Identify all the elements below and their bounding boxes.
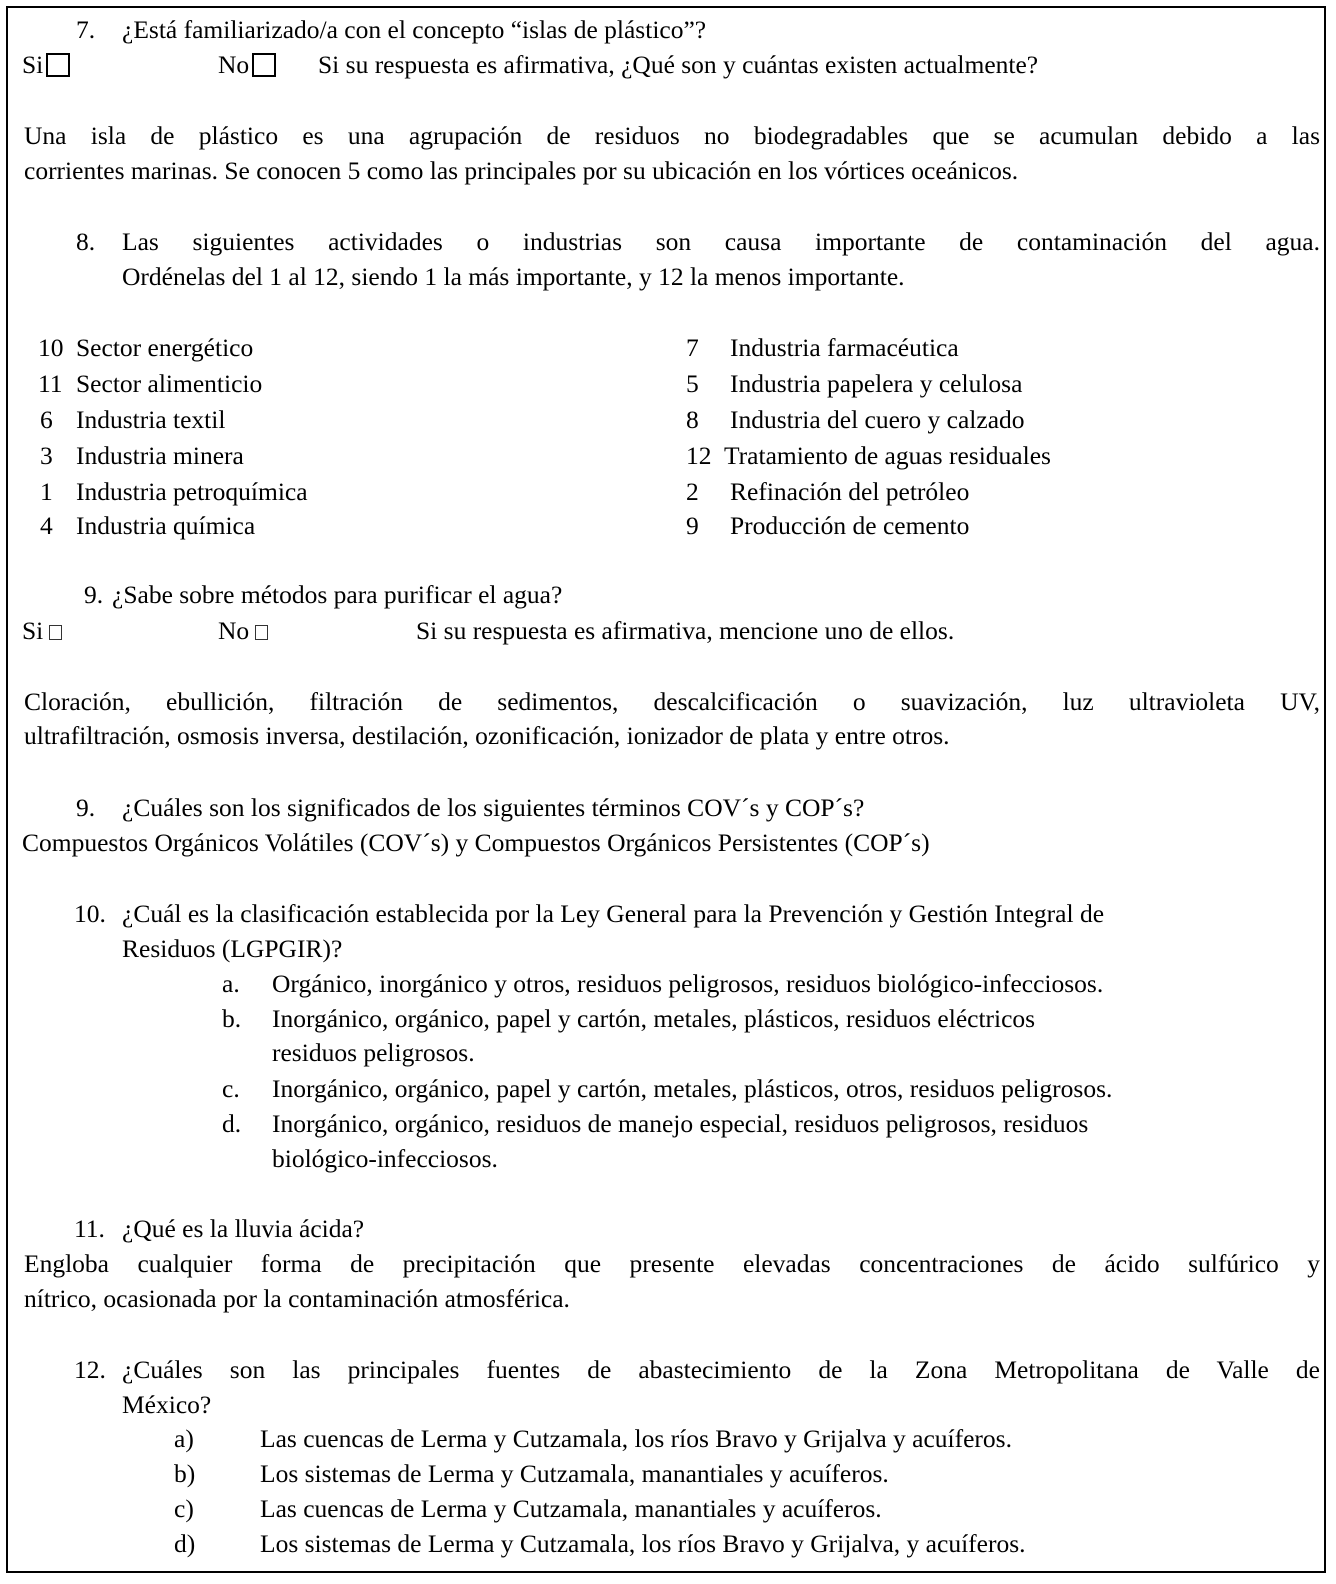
option-text: Inorgánico, orgánico, residuos de manejo especial, residuos peligrosos, residuos xyxy=(272,1109,1089,1138)
industry-label: Tratamiento de aguas residuales xyxy=(724,441,1051,470)
industry-label: Industria papelera y celulosa xyxy=(730,369,1023,398)
option-letter: b. xyxy=(222,1004,242,1033)
q7-si-option[interactable] xyxy=(22,50,70,80)
option-text: Las cuencas de Lerma y Cutzamala, manantiales y acuíferos. xyxy=(260,1494,882,1523)
industry-label: Industria del cuero y calzado xyxy=(730,405,1025,434)
q9b-number: 9. xyxy=(76,793,96,822)
q9b-question: ¿Cuáles son los significados de los siguientes términos COV´s y COP´s? xyxy=(122,793,865,822)
q10-question-line1: ¿Cuál es la clasificación establecida por la Ley General para la Prevención y Gestión Integral de xyxy=(122,899,1105,928)
q7-no-label: No xyxy=(218,50,250,79)
industry-label: Industria textil xyxy=(76,405,226,434)
industry-label: Industria química xyxy=(76,511,256,540)
q7-answer-line2: corrientes marinas. Se conocen 5 como las principales por su ubicación en los vórtices oceánicos. xyxy=(24,156,1019,185)
q9a-no-option[interactable] xyxy=(218,616,268,646)
option-letter: c. xyxy=(222,1074,240,1103)
option-text-cont: residuos peligrosos. xyxy=(272,1038,475,1067)
rank-value: 7 xyxy=(686,333,699,362)
option-letter: c) xyxy=(174,1494,194,1523)
option-letter: d. xyxy=(222,1109,242,1138)
checkbox-si[interactable] xyxy=(46,53,70,77)
rank-value: 10 xyxy=(38,333,64,362)
rank-value: 8 xyxy=(686,405,699,434)
q9a-question: ¿Sabe sobre métodos para purificar el agua? xyxy=(112,580,563,609)
q9b-answer: Compuestos Orgánicos Volátiles (COV´s) y Compuestos Orgánicos Persistentes (COP´s) xyxy=(22,828,930,857)
industry-label: Sector energético xyxy=(76,333,254,362)
option-text-cont: biológico-infecciosos. xyxy=(272,1144,498,1173)
q9a-si-label: Si xyxy=(22,616,44,645)
industry-label: Sector alimenticio xyxy=(76,369,263,398)
industry-label: Industria farmacéutica xyxy=(730,333,959,362)
checkbox-no[interactable] xyxy=(252,53,276,77)
q12-question-line2: México? xyxy=(122,1390,212,1419)
option-text: Los sistemas de Lerma y Cutzamala, manantiales y acuíferos. xyxy=(260,1459,889,1488)
q12-question-line1: ¿Cuáles son las principales fuentes de abastecimiento de la Zona Metropolitana de Valle de xyxy=(122,1355,1320,1384)
option-letter: b) xyxy=(174,1459,196,1488)
option-letter: a. xyxy=(222,969,240,998)
q7-number: 7. xyxy=(76,15,96,44)
q8-number: 8. xyxy=(76,227,96,256)
rank-value: 9 xyxy=(686,511,699,540)
q9a-answer-line2: ultrafiltración, osmosis inversa, destilación, ozonificación, ionizador de plata y entre otros. xyxy=(24,721,950,750)
q11-answer-line2: nítrico, ocasionada por la contaminación atmosférica. xyxy=(24,1284,570,1313)
document-page xyxy=(6,6,1326,1573)
rank-value: 11 xyxy=(38,369,63,398)
rank-value: 3 xyxy=(40,441,53,470)
q12-number: 12. xyxy=(74,1355,106,1384)
q9a-number: 9. xyxy=(84,580,104,609)
q8-question-line1: Las siguientes actividades o industrias son causa importante de contaminación del agua. xyxy=(122,227,1320,256)
option-text: Inorgánico, orgánico, papel y cartón, metales, plásticos, otros, residuos peligrosos. xyxy=(272,1074,1113,1103)
industry-label: Industria petroquímica xyxy=(76,477,308,506)
industry-label: Refinación del petróleo xyxy=(730,477,970,506)
rank-value: 4 xyxy=(40,511,53,540)
q9a-answer-line1: Cloración, ebullición, filtración de sedimentos, descalcificación o suavización, luz ultravioleta UV, xyxy=(24,687,1320,716)
industry-label: Industria minera xyxy=(76,441,244,470)
q7-followup: Si su respuesta es afirmativa, ¿Qué son y cuántas existen actualmente? xyxy=(318,50,1039,79)
q11-answer-line1: Engloba cualquier forma de precipitación que presente elevadas concentraciones de ácido sulfúrico y xyxy=(24,1249,1320,1278)
rank-value: 12 xyxy=(686,441,712,470)
option-text: Los sistemas de Lerma y Cutzamala, los ríos Bravo y Grijalva, y acuíferos. xyxy=(260,1529,1026,1558)
q9a-followup: Si su respuesta es afirmativa, mencione uno de ellos. xyxy=(416,616,955,645)
q11-number: 11. xyxy=(74,1214,105,1243)
q7-si-label: Si xyxy=(22,50,44,79)
option-letter: a) xyxy=(174,1424,194,1453)
checkbox-no[interactable] xyxy=(255,625,268,640)
q9a-si-option[interactable] xyxy=(22,616,62,646)
option-text: Las cuencas de Lerma y Cutzamala, los ríos Bravo y Grijalva y acuíferos. xyxy=(260,1424,1012,1453)
rank-value: 5 xyxy=(686,369,699,398)
rank-value: 1 xyxy=(40,477,53,506)
rank-value: 2 xyxy=(686,477,699,506)
q8-question-line2: Ordénelas del 1 al 12, siendo 1 la más importante, y 12 la menos importante. xyxy=(122,262,905,291)
option-text: Orgánico, inorgánico y otros, residuos peligrosos, residuos biológico-infecciosos. xyxy=(272,969,1104,998)
industry-label: Producción de cemento xyxy=(730,511,970,540)
q10-number: 10. xyxy=(74,899,106,928)
q11-question: ¿Qué es la lluvia ácida? xyxy=(122,1214,365,1243)
q7-answer-line1: Una isla de plástico es una agrupación de residuos no biodegradables que se acumulan debido a las xyxy=(24,121,1320,150)
q7-no-option[interactable] xyxy=(218,50,276,80)
rank-value: 6 xyxy=(40,405,53,434)
q9a-no-label: No xyxy=(218,616,250,645)
q10-question-line2: Residuos (LGPGIR)? xyxy=(122,934,343,963)
q7-question: ¿Está familiarizado/a con el concepto “islas de plástico”? xyxy=(122,15,707,44)
option-letter: d) xyxy=(174,1529,196,1558)
checkbox-si[interactable] xyxy=(49,625,62,640)
option-text: Inorgánico, orgánico, papel y cartón, metales, plásticos, residuos eléctricos xyxy=(272,1004,1036,1033)
